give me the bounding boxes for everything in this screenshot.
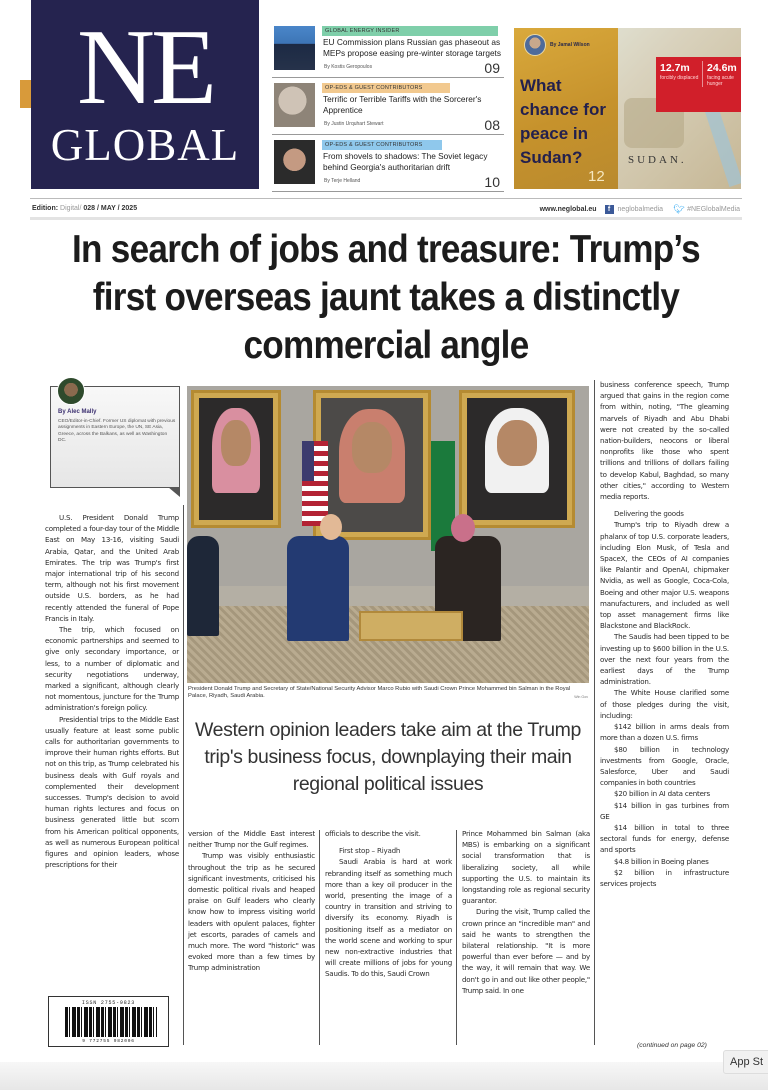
subheadline: Western opinion leaders take aim at the Trump trip's business focus, downplaying their main regional political issues: [195, 719, 581, 795]
teaser-title: From shovels to shadows: The Soviet legacy behind Georgia's authoritarian drift: [323, 151, 488, 172]
article-photo[interactable]: [187, 386, 589, 683]
stat-displaced: [660, 61, 702, 81]
teaser-byline: By Terje Helland: [324, 178, 361, 184]
issn-number: ISSN 2755-9823: [81, 1000, 136, 1006]
paragraph: The Saudis had been tipped to be investing up to $600 billion in the U.S. over the next four years from the earliest days of the Trump administration.: [600, 632, 729, 687]
teaser-page-number: 10: [484, 174, 500, 190]
social-links: [540, 205, 740, 214]
barcode: [48, 996, 169, 1047]
teaser-page-number: 08: [484, 117, 500, 133]
facebook-link[interactable]: neglobalmedia: [617, 206, 664, 213]
logo-ne: NE: [77, 8, 213, 127]
teaser-item[interactable]: [272, 79, 504, 135]
pledge-item: $2 billion in infrastructure services projects: [600, 867, 729, 888]
stats-box: [656, 57, 741, 112]
paragraph: version of the Middle East interest neither Trump nor the Gulf regimes.: [188, 829, 315, 850]
author-bio: CEO/Editor-in-Chief. Former US diplomat with previous assignments in Eastern Europe, the UN, SE Asia, Greece, across the Balkans, as well as Washington DC.: [58, 419, 176, 443]
ne-global-logo[interactable]: [31, 0, 259, 189]
teaser-tag: GLOBAL ENERGY INSIDER: [322, 26, 498, 36]
pledge-item: $14 billion in total to three sectoral funds for energy, defense and sports: [600, 822, 729, 855]
feature-byline: By Jamal Wilson: [550, 42, 590, 48]
paragraph: business conference speech, Trump argued that gains in the region come from within, noting, "The gleaming marvels of Riyadh and Abu Dhabi were not created by the so-called nation-builders, neocons or liberal nonprofits like those who spent trillions and trillions of dollars failing to develop Kabul, Baghdad, so many other cities," according to Western media reports.: [600, 380, 729, 502]
edition-type: Digital/: [60, 205, 82, 212]
column-divider: [183, 505, 184, 1045]
feature-author-avatar: [524, 34, 546, 56]
barcode-bars: [65, 1007, 157, 1037]
us-flag: [302, 441, 328, 526]
section-subhead: First stop – Riyadh: [339, 846, 401, 856]
stat-value: 12.7m: [660, 62, 690, 74]
feature-question: What chance for peace in Sudan?: [520, 76, 606, 167]
stat-label: forcibly displaced: [660, 75, 699, 81]
edition-label: Edition:: [32, 205, 59, 212]
paragraph: Trump was visibly enthusiastic throughout the trip as he secured significant investments, criticised his domestic political rivals and heaped praise on Gulf leaders who clearly know how to impress visiting world leaders with opulent palaces, fighter jet escorts, parades of camels and much more. The word "historic" was evoked more than a few times by Trump administration: [188, 851, 315, 973]
author-box: [50, 386, 180, 488]
paragraph: Trump's trip to Riyadh drew a phalanx of top U.S. corporate leaders, including Elon Musk, of Tesla and SpaceX, the CEOs of AI companies like Palantir and OpenAI, chipmaker Nvidia, as well as Google, Coca-Cola, Boeing and other major U.S. weapons manufacturers, and included as well top asset management firms like Blackstone and BlackRock.: [600, 520, 729, 631]
pledge-item: $20 billion in AI data centers: [614, 789, 710, 799]
person-trump: [287, 536, 349, 641]
teaser-tag: OP-EDS & GUEST CONTRIBUTORS: [322, 140, 442, 150]
edition-number: 028 / MAY / 2025: [83, 205, 138, 212]
person-left: [187, 536, 219, 636]
paragraph: The White House clarified some of those pledges during the visit, including:: [600, 688, 729, 720]
portrait-frame: [191, 390, 281, 528]
teaser-thumbnail: [274, 83, 315, 127]
head: [451, 514, 475, 542]
logo-global: GLOBAL: [50, 120, 240, 170]
teaser-item[interactable]: [272, 22, 504, 78]
main-headline: In search of jobs and treasure: Trump’s first overseas jaunt takes a distinctly commercial angle: [72, 228, 700, 367]
teaser-item[interactable]: [272, 136, 504, 192]
map-label: SUDAN.: [628, 154, 687, 166]
feature-page-number: 12: [588, 168, 605, 185]
article-column-3: [325, 828, 452, 980]
column-divider: [594, 380, 595, 1045]
pledge-item: $80 billion in technology investments from Google, Oracle, Salesforce, Uber and Saudi companies in both countries: [600, 744, 729, 788]
article-column-5: [600, 379, 729, 889]
article-column-2: [188, 828, 315, 974]
twitter-link[interactable]: #NEGlobalMedia: [687, 206, 740, 213]
teaser-thumbnail: [274, 140, 315, 184]
photo-caption: President Donald Trump and Secretary of State/National Security Advisor Marco Rubio with Saudi Crown Prince Mohammed bin Salman in the Royal Palace, Riyadh, Saudi Arabia.: [188, 686, 571, 700]
paragraph: Saudi Arabia is hard at work rebranding itself as something much more than a key oil producer in the world, presenting the image of a country in transition and striving to diversify its economy. Riyadh is positioning itself as a mediator on the world scene and working to spur new non-extractive industries that will create millions of jobs for young Saudis. To do this, Saudi Crown: [325, 857, 452, 979]
paragraph: The trip, which focused on economic partnerships and seemed to give only secondary importance, or less, to a number of diplomatic and security negotiations underway, marked a significant, although clearly not momentous, juncture for the Trump administration's foreign policy.: [45, 625, 179, 713]
article-column-1: [45, 512, 179, 871]
edition-info: [32, 205, 137, 212]
paragraph: During the visit, Trump called the crown prince an "incredible man" and said he wants to strengthen the bilateral relationship. "It is more powerful than ever before — and by the way, it will remain that way. We don't go in and out like other people," Trump said. In one: [462, 907, 590, 995]
teaser-byline: By Justin Urquhart Stewart: [324, 121, 384, 127]
footer-bar: [0, 1062, 768, 1090]
continued-note[interactable]: (continued on page 02): [637, 1042, 707, 1049]
stat-label: facing acute hunger: [707, 75, 734, 87]
pledge-item: $142 billion in arms deals from more than a dozen U.S. firms: [600, 722, 729, 743]
stat-hunger: [702, 61, 741, 87]
teaser-list: [272, 22, 504, 193]
teaser-title: EU Commission plans Russian gas phaseout as MEPs propose easing pre-winter storage targets: [323, 37, 502, 58]
author-name: By Alec Mally: [58, 409, 97, 415]
teaser-tag: OP-EDS & GUEST CONTRIBUTORS: [322, 83, 450, 93]
website-link[interactable]: www.neglobal.eu: [539, 206, 597, 213]
stat-value: 24.6m: [707, 62, 737, 74]
photo-credit: Win Gov: [574, 695, 588, 699]
paragraph: Presidential trips to the Middle East usually feature at least some public calls for authoritarian governments to improve their human rights efforts. But not on this trip, as Trump celebrated his business deals with Gulf royals and complemented their development successes. Trump's decision to avoid human rights lectures and focus on business generated little but scorn from his American political opponents, as well as numerous European political figures and opinion leaders, whose prescriptions for their: [45, 714, 179, 870]
author-avatar: [57, 377, 85, 405]
section-subhead: Delivering the goods: [614, 509, 684, 519]
paragraph: Prince Mohammed bin Salman (aka MBS) is embarking on a significant social transformation that is liberalizing society, all while supporting the U.S. to maintain its longstanding role as regional security guarantor.: [462, 829, 590, 906]
barcode-number: 9 772755 982006: [82, 1039, 135, 1044]
teaser-byline: By Kostis Geropoulos: [324, 64, 373, 70]
app-store-button[interactable]: App St: [723, 1050, 768, 1074]
portrait-frame: [459, 390, 575, 528]
speech-bubble-tail: [168, 487, 180, 497]
column-divider: [456, 830, 457, 1045]
head: [320, 514, 342, 540]
pledge-item: $4.8 billion in Boeing planes: [614, 856, 709, 866]
teaser-title: Terrific or Terrible Tariffs with the Sorcerer's Apprentice: [323, 94, 482, 115]
column-divider: [319, 830, 320, 1045]
pledge-item: $14 billion in gas turbines from GE: [600, 800, 729, 821]
sudan-feature-box[interactable]: [514, 28, 741, 189]
logo-accent-bar: [20, 80, 31, 108]
photo-table: [359, 611, 463, 641]
edition-bar: [30, 198, 742, 220]
paragraph: U.S. President Donald Trump completed a four-day tour of the Middle East on May 13-16, visiting Saudi Arabia, Qatar, and the United Arab Emirates. The trip was Trump's first major international trip of his second term, although not his first movement outside U.S. borders, as he had recently attended the funeral of Pope Francis in Italy.: [45, 513, 179, 623]
teaser-page-number: 09: [484, 60, 500, 76]
facebook-icon: f: [605, 205, 614, 214]
teaser-thumbnail: [274, 26, 315, 70]
twitter-icon: 🐦︎: [673, 204, 685, 214]
article-column-4: [462, 828, 590, 996]
paragraph: officials to describe the visit.: [325, 829, 421, 838]
